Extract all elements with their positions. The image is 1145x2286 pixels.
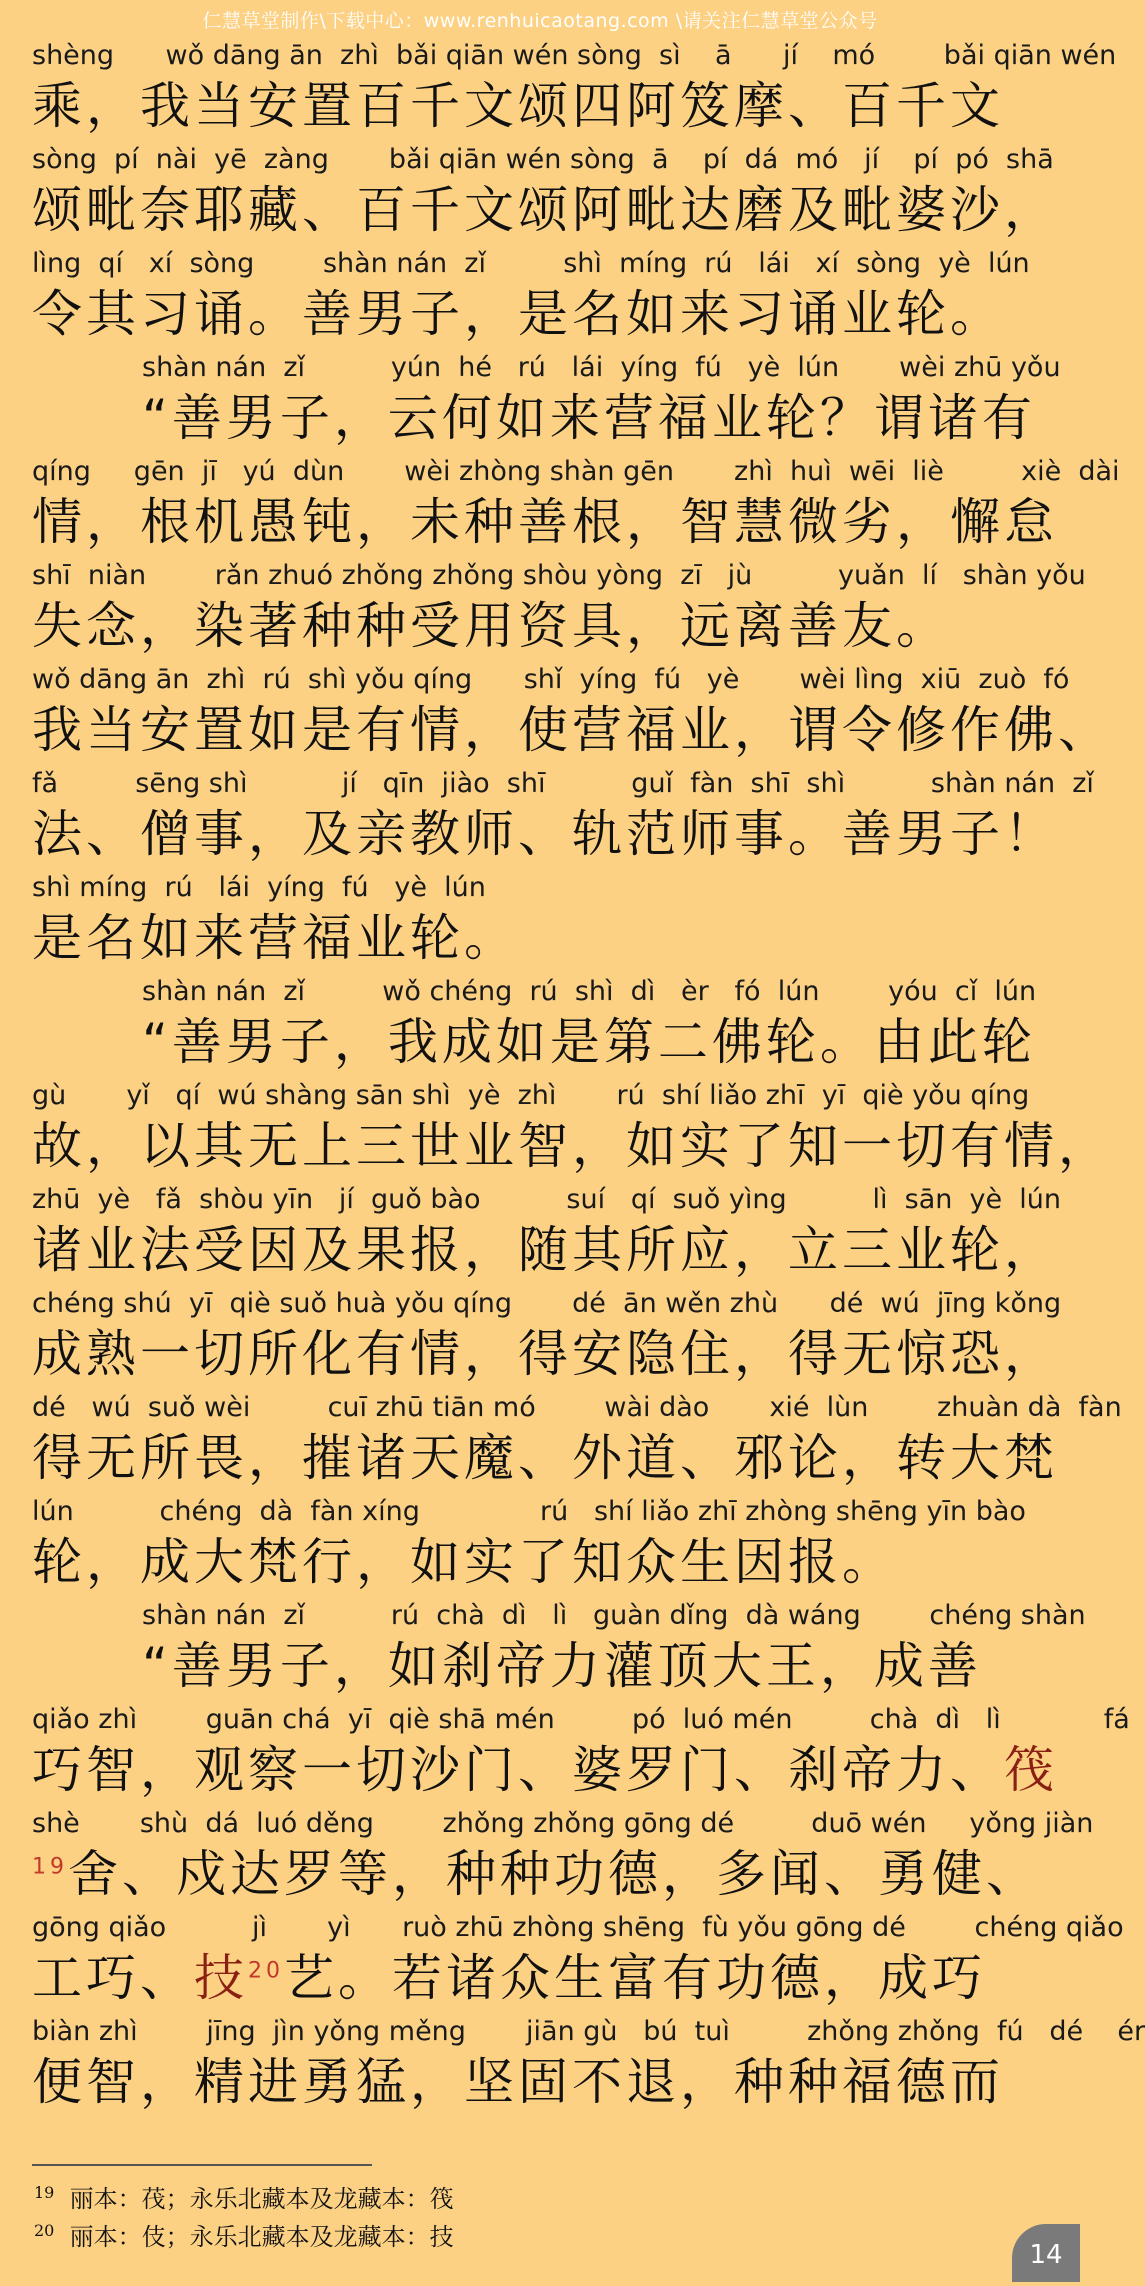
pinyin-row: qiǎo zhì guān chá yī qiè shā mén pó luó mén chà dì lì fá [32, 1704, 1130, 1735]
pinyin-row: gù yǐ qí wú shàng sān shì yè zhì rú shí liǎo zhī yī qiè yǒu qíng [32, 1080, 1030, 1111]
footnote-19 [34, 2174, 1034, 2212]
text-line-16 [32, 1596, 1086, 1700]
pinyin-row: shì míng rú lái yíng fú yè lún [32, 872, 486, 903]
hanzi-row: 是名如来营福业轮。 [32, 909, 518, 967]
text-line-14 [32, 1388, 1122, 1492]
hanzi-text: 舍 [68, 1845, 122, 1903]
variant-character: 筏 [1004, 1741, 1058, 1799]
hanzi-row: 诸业法受因及果报，随其所应，立三业轮， [32, 1221, 1058, 1279]
text-line-6 [32, 556, 1086, 660]
pinyin-row: chéng shú yī qiè suǒ huà yǒu qíng dé ān wěn zhù dé wú jīng kǒng [32, 1288, 1062, 1319]
hanzi-text: 艺。若诸众生富有功德，成巧 [284, 1949, 986, 2007]
hanzi-row: 失念，染著种种受用资具，远离善友。 [32, 597, 950, 655]
text-line-2 [32, 140, 1058, 244]
text-line-3 [32, 244, 1050, 348]
footnote-ref-20[interactable]: 20 [248, 1958, 284, 1984]
text-line-9 [32, 868, 1050, 972]
scripture-text-body [32, 36, 1145, 2116]
pinyin-row: lìng qí xí sòng shàn nán zǐ shì míng rú lái xí sòng yè lún [32, 248, 1030, 279]
pinyin-row: zhū yè fǎ shòu yīn jí guǒ bào suí qí suǒ yìng lì sān yè lún [32, 1184, 1062, 1215]
pinyin-row: dé wú suǒ wèi cuī zhū tiān mó wài dào xié lùn zhuàn dà fàn [32, 1392, 1122, 1423]
hanzi-row: 令其习诵。善男子，是名如来习诵业轮。 [32, 285, 1004, 343]
text-line-1 [32, 36, 1117, 140]
footnote-number: 19 [34, 2183, 55, 2202]
hanzi-row: 情，根机愚钝，未种善根，智慧微劣，懈怠 [32, 493, 1058, 551]
hanzi-row: 法、僧事，及亲教师、轨范师事。善男子！ [32, 805, 1058, 863]
hanzi-row: “善男子，我成如是第二佛轮。由此轮 [142, 1013, 1036, 1071]
hanzi-row: 便智，精进勇猛，坚固不退，种种福德而 [32, 2053, 1004, 2111]
text-line-7 [32, 660, 1112, 764]
hanzi-row: 轮，成大梵行，如实了知众生因报。 [32, 1533, 896, 1591]
pinyin-row: fǎ sēng shì jí qīn jiào shī guǐ fàn shī shì shàn nán zǐ [32, 768, 1094, 799]
variant-character: 技 [194, 1949, 248, 2007]
text-line-15 [32, 1492, 1050, 1596]
text-line-11 [32, 1076, 1112, 1180]
hanzi-row: 故，以其无上三世业智，如实了知一切有情， [32, 1117, 1112, 1175]
pinyin-row: shèng wǒ dāng ān zhì bǎi qiān wén sòng sì ā jí mó bǎi qiān wén [32, 40, 1117, 71]
hanzi-row: 得无所畏，摧诸天魔、外道、邪论，转大梵 [32, 1429, 1058, 1487]
footnotes [34, 2174, 1034, 2250]
page-number-badge: 14 [1012, 2224, 1080, 2282]
text-line-4 [32, 348, 1061, 452]
text-line-19 [32, 1908, 1124, 2012]
pinyin-row: shàn nán zǐ rú chà dì lì guàn dǐng dà wáng chéng shàn [142, 1600, 1086, 1631]
text-line-10 [32, 972, 1050, 1076]
hanzi-row: “善男子，云何如来营福业轮？谓诸有 [142, 389, 1036, 447]
pinyin-row: shàn nán zǐ wǒ chéng rú shì dì èr fó lún yóu cǐ lún [142, 976, 1037, 1007]
pinyin-row: gōng qiǎo jì yì ruò zhū zhòng shēng fù yǒu gōng dé chéng qiǎo [32, 1912, 1124, 1943]
footnote-text: 丽本：伎；永乐北藏本及龙藏本：技 [69, 2223, 454, 2251]
footnote-divider [32, 2164, 372, 2166]
text-line-8 [32, 764, 1094, 868]
hanzi-row [32, 1844, 1050, 1908]
pinyin-row: shī niàn rǎn zhuó zhǒng zhǒng shòu yòng zī jù yuǎn lí shàn yǒu [32, 560, 1086, 591]
hanzi-row [32, 1948, 1050, 2012]
footnote-ref-19[interactable]: 19 [32, 1854, 68, 1880]
text-line-13 [32, 1284, 1062, 1388]
pinyin-row: wǒ dāng ān zhì rú shì yǒu qíng shǐ yíng fú yè wèi lìng xiū zuò fó [32, 664, 1070, 695]
page-header-watermark: 仁慧草堂制作\下载中心：www.renhuicaotang.com \请关注仁慧草堂公众号 [202, 10, 878, 32]
pinyin-row: sòng pí nài yē zàng bǎi qiān wén sòng ā pí dá mó jí pí pó shā [32, 144, 1054, 175]
hanzi-row [32, 1740, 1058, 1804]
text-line-17 [32, 1700, 1130, 1804]
footnote-20 [34, 2212, 1034, 2250]
pinyin-row: lún chéng dà fàn xíng rú shí liǎo zhī zhòng shēng yīn bào [32, 1496, 1026, 1527]
hanzi-row: “善男子，如刹帝力灌顶大王，成善 [142, 1637, 982, 1695]
pinyin-row: qíng gēn jī yú dùn wèi zhòng shàn gēn zhì huì wēi liè xiè dài [32, 456, 1120, 487]
footnote-number: 20 [34, 2221, 55, 2240]
pinyin-row: shàn nán zǐ yún hé rú lái yíng fú yè lún wèi zhū yǒu [142, 352, 1061, 383]
hanzi-row: 乘，我当安置百千文颂四阿笈摩、百千文 [32, 77, 1004, 135]
pinyin-row: biàn zhì jīng jìn yǒng měng jiān gù bú tuì zhǒng zhǒng fú dé ér [32, 2016, 1145, 2047]
footnote-text: 丽本：茷；永乐北藏本及龙藏本：筏 [69, 2185, 454, 2213]
hanzi-row: 我当安置如是有情，使营福业，谓令修作佛、 [32, 701, 1112, 759]
hanzi-text: 、戍达罗等，种种功德，多闻、勇健、 [122, 1845, 1040, 1903]
text-line-12 [32, 1180, 1062, 1284]
hanzi-text: 工巧、 [32, 1949, 194, 2007]
text-line-18 [32, 1804, 1094, 1908]
pinyin-row: shè shù dá luó děng zhǒng zhǒng gōng dé duō wén yǒng jiàn [32, 1808, 1094, 1839]
hanzi-text: 巧智，观察一切沙门、婆罗门、刹帝力、 [32, 1741, 1004, 1799]
hanzi-row: 颂毗奈耶藏、百千文颂阿毗达磨及毗婆沙， [32, 181, 1058, 239]
text-line-20 [32, 2012, 1145, 2116]
text-line-5 [32, 452, 1120, 556]
hanzi-row: 成熟一切所化有情，得安隐住，得无惊恐， [32, 1325, 1058, 1383]
